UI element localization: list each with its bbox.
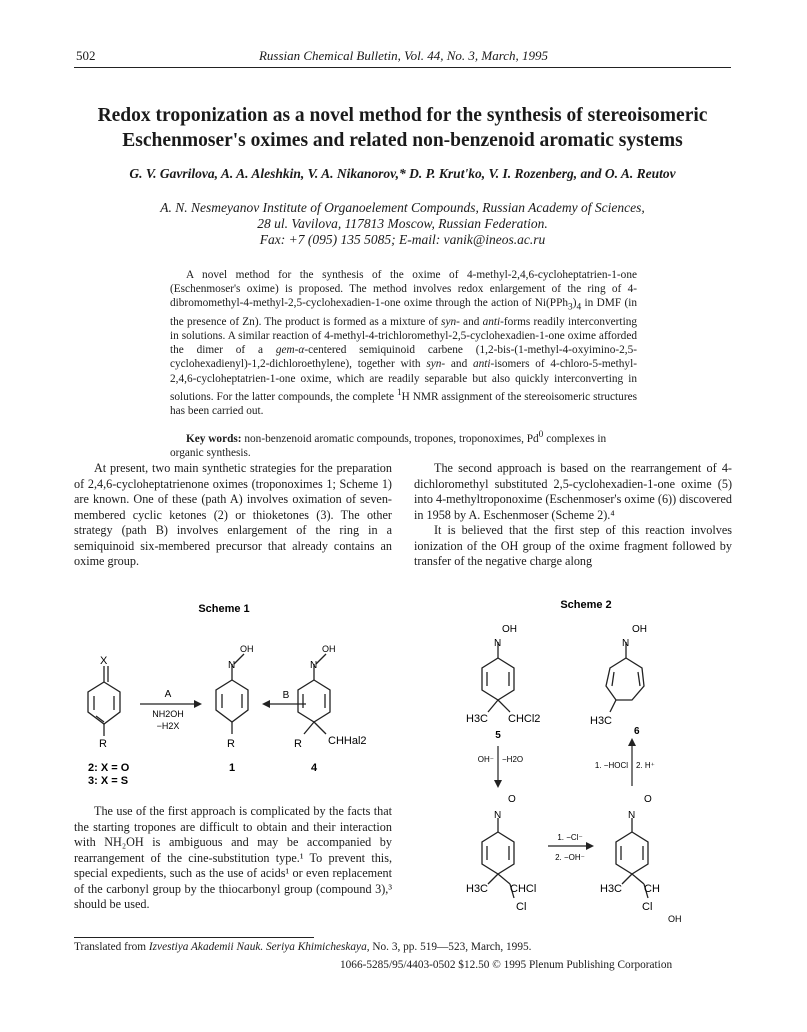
chhal2-label: CHHal2 — [328, 735, 367, 747]
footnote-prefix: Translated from — [74, 941, 149, 953]
paragraph: It is believed that the first step of this reaction involves ionization of the OH group of the oxime fragment followed by transfer of the negative charge along — [414, 523, 732, 568]
step-oh-label: OH⁻ — [477, 755, 494, 764]
arrow-up-head — [628, 738, 636, 746]
abstract-sub: 3 — [568, 302, 573, 313]
compound-3-label: 3: X = S — [88, 775, 129, 787]
r-left-label: R — [99, 738, 107, 750]
r-mid-label: R — [227, 738, 235, 750]
abstract-text: centered semiquinoid carbene (1,2-bis-(1-methyl-4-oxyimino-2,5-cyclohexadienyl)-1,2-dichloroethylene), together with — [170, 344, 637, 371]
journal-header: Russian Chemical Bulletin, Vol. 44, No. 3, March, 1995 — [258, 48, 549, 63]
keywords-sup: 0 — [538, 430, 544, 440]
scheme-2-label: Scheme 2 — [560, 599, 612, 611]
paragraph: The use of the first approach is complicated by the facts that the starting tropones are difficult to obtain and their interaction with NH₂OH is ambiguous and may be accompanied by rearrangement of the cine-substitution type.¹ To prevent this, special expedients, such as the use of acids¹ or even replacement of the carbonyl group by the thiocarbonyl group (compound 3),³ should be used. — [74, 804, 392, 911]
oh2-label: OH — [322, 644, 336, 654]
arrow-b-head — [262, 700, 270, 708]
affiliation-line-1: A. N. Nesmeyanov Institute of Organoelement Compounds, Russian Academy of Sciences, — [160, 200, 645, 215]
cl-d-label: Cl — [642, 901, 653, 913]
n-d-label: N — [628, 810, 636, 821]
abstract-italic: syn- — [441, 315, 460, 328]
scheme-1-label: Scheme 1 — [198, 603, 250, 615]
abstract-italic: anti- — [482, 315, 504, 328]
step-h-label: 2. H⁺ — [636, 761, 655, 770]
oh-b-label: OH — [632, 624, 647, 635]
affiliation-line-3: Fax: +7 (095) 135 5085; E-mail: vanik@ineos.ac.ru — [259, 232, 546, 247]
chcl-label: CHCl — [510, 883, 537, 895]
title-line-1: Redox troponization as a novel method for the synthesis of stereoisomeric — [97, 105, 708, 126]
abstract-italic: anti- — [472, 358, 495, 371]
header-rule — [74, 67, 731, 68]
cl-c-label: Cl — [516, 901, 527, 913]
compound-5-label: 5 — [495, 730, 501, 741]
arrow-a-head — [194, 700, 202, 708]
n1-label: N — [228, 660, 236, 671]
step-hocl-label: 1. −HOCl — [594, 761, 628, 770]
path-b-label: B — [282, 690, 290, 701]
reagent-nh2oh: NH2OH — [152, 709, 184, 719]
abstract-text: in DMF (in the presence of Zn). The product is formed as a mixture of — [170, 297, 637, 328]
abstract-sup: 1 — [396, 387, 402, 398]
compound-4-label: 4 — [310, 762, 318, 774]
chcl2-label: CHCl2 — [508, 713, 541, 725]
ch-d-label: CH — [644, 883, 660, 895]
authors: G. V. Gavrilova, A. A. Aleshkin, V. A. Nikanorov,* D. P. Krut'ko, V. I. Rozenberg, and O. A. Reutov — [129, 166, 676, 181]
page-number: 502 — [76, 48, 96, 63]
h3c-a-label: H3C — [466, 713, 489, 725]
h3c-c-label: H3C — [466, 883, 489, 895]
scheme-1-diagram — [74, 600, 404, 790]
reagent-h2x: −H2X — [156, 721, 180, 731]
affiliation-line-2: 28 ul. Vavilova, 117813 Moscow, Russian Federation. — [257, 216, 548, 231]
abstract-italic: gem-α- — [275, 344, 309, 357]
r-right-label: R — [294, 738, 302, 750]
title-line-2: Eschenmoser's oximes and related non-benzenoid aromatic systems — [122, 130, 683, 151]
abstract-italic: syn- — [426, 358, 446, 371]
step-h2o-label: −H2O — [502, 755, 524, 764]
abstract-text: and — [445, 358, 473, 371]
affiliation — [74, 200, 731, 248]
keywords-text: complexes in organic synthesis. — [170, 432, 607, 459]
abstract-text: isomers of 4-chloro-5-methyl-2,4,6-cycloheptatrien-1-one oxime, which are readily separable but also quickly interconverting in solutions. For the latter compounds, the complete — [170, 358, 637, 403]
body-column-right — [414, 461, 732, 570]
oh1-label: OH — [240, 644, 254, 654]
arrow-forward-head — [586, 842, 594, 850]
footnote-rule — [74, 937, 314, 938]
tropone-structure — [88, 666, 120, 736]
h3c-d-label: H3C — [600, 883, 623, 895]
keywords-text: non-benzenoid aromatic compounds, tropones, troponoximes, Pd — [241, 432, 539, 445]
abstract-text: A novel method for the synthesis of the oxime of 4-methyl-2,4,6-cycloheptatrien-1-one (Eschenmoser's oxime) is proposed. The method involves redox enlargement of the ring of 4-dibromomethyl-4-methyl-2,5-cyclohexadien-1-one oxime through the action of Ni(PPh — [170, 269, 637, 310]
abstract-text: and — [459, 315, 483, 328]
path-a-label: A — [164, 689, 172, 700]
footnote-source: Izvestiya Akademii Nauk. Seriya Khimicheskaya, — [148, 941, 370, 953]
n2-label: N — [310, 660, 318, 671]
abstract-text: H NMR assignment of the stereoisomeric structures has been carried out. — [170, 390, 637, 417]
o-c-label: O — [508, 794, 516, 805]
paragraph: At present, two main synthetic strategies for the preparation of 2,4,6-cycloheptatrienone oximes (troponoximes 1; Scheme 1) are known. One of these (path A) involves oximation of seven-membered cyclic ketones (2) or thioketones (3). The other strategy (path B) involves enlargement of the ring in a semiquinoid six-membered precursor that already contains an oxime group. — [74, 461, 392, 568]
x-label: X — [100, 655, 108, 667]
abstract-sub: 4 — [576, 302, 582, 313]
n-c-label: N — [494, 810, 502, 821]
footnote — [74, 941, 531, 953]
oh-d-label: OH — [668, 914, 682, 924]
abstract-text: forms readily interconverting in solutions. A similar reaction of 4-methyl-4-trichloromethyl-2,5-cyclohexadien-1-one oxime afforded the dimer of a — [170, 315, 638, 357]
scheme-2-diagram — [436, 596, 736, 926]
step-oh2-label: 2. −OH⁻ — [555, 853, 585, 862]
compound-1-label: 1 — [228, 762, 236, 774]
compound-2-label: 2: X = O — [88, 762, 130, 774]
body-column-left-lower — [74, 804, 392, 913]
paper-title — [74, 103, 731, 153]
h3c-b-label: H3C — [590, 715, 613, 727]
abstract — [170, 268, 637, 418]
footnote-rest: No. 3, pp. 519—523, March, 1995. — [369, 941, 532, 953]
copyright-line: 1066-5285/95/4403-0502 $12.50 © 1995 Plenum Publishing Corporation — [340, 959, 673, 971]
oh-a-label: OH — [502, 624, 517, 635]
step-cl-label: 1. −Cl⁻ — [557, 833, 583, 842]
compound-6-structure — [606, 642, 644, 712]
abstract-text: ) — [572, 297, 577, 310]
paragraph: The second approach is based on the rearrangement of 4-dichloromethyl substituted 2,5-cyclohexadien-1-one oxime (5) into 4-methyltroponoxime (Eschenmoser's oxime (6)) discovered in 1958 by A. Eschenmoser (Scheme 2).⁴ — [414, 461, 732, 522]
keywords-label: Key words: — [186, 432, 242, 445]
n-b-label: N — [622, 638, 630, 649]
body-column-left — [74, 461, 392, 570]
arrow-down-head — [494, 780, 502, 788]
keywords — [170, 428, 637, 460]
compound-5-structure — [482, 642, 514, 712]
n-a-label: N — [494, 638, 502, 649]
o-d-label: O — [644, 794, 652, 805]
compound-6-label: 6 — [634, 726, 640, 737]
